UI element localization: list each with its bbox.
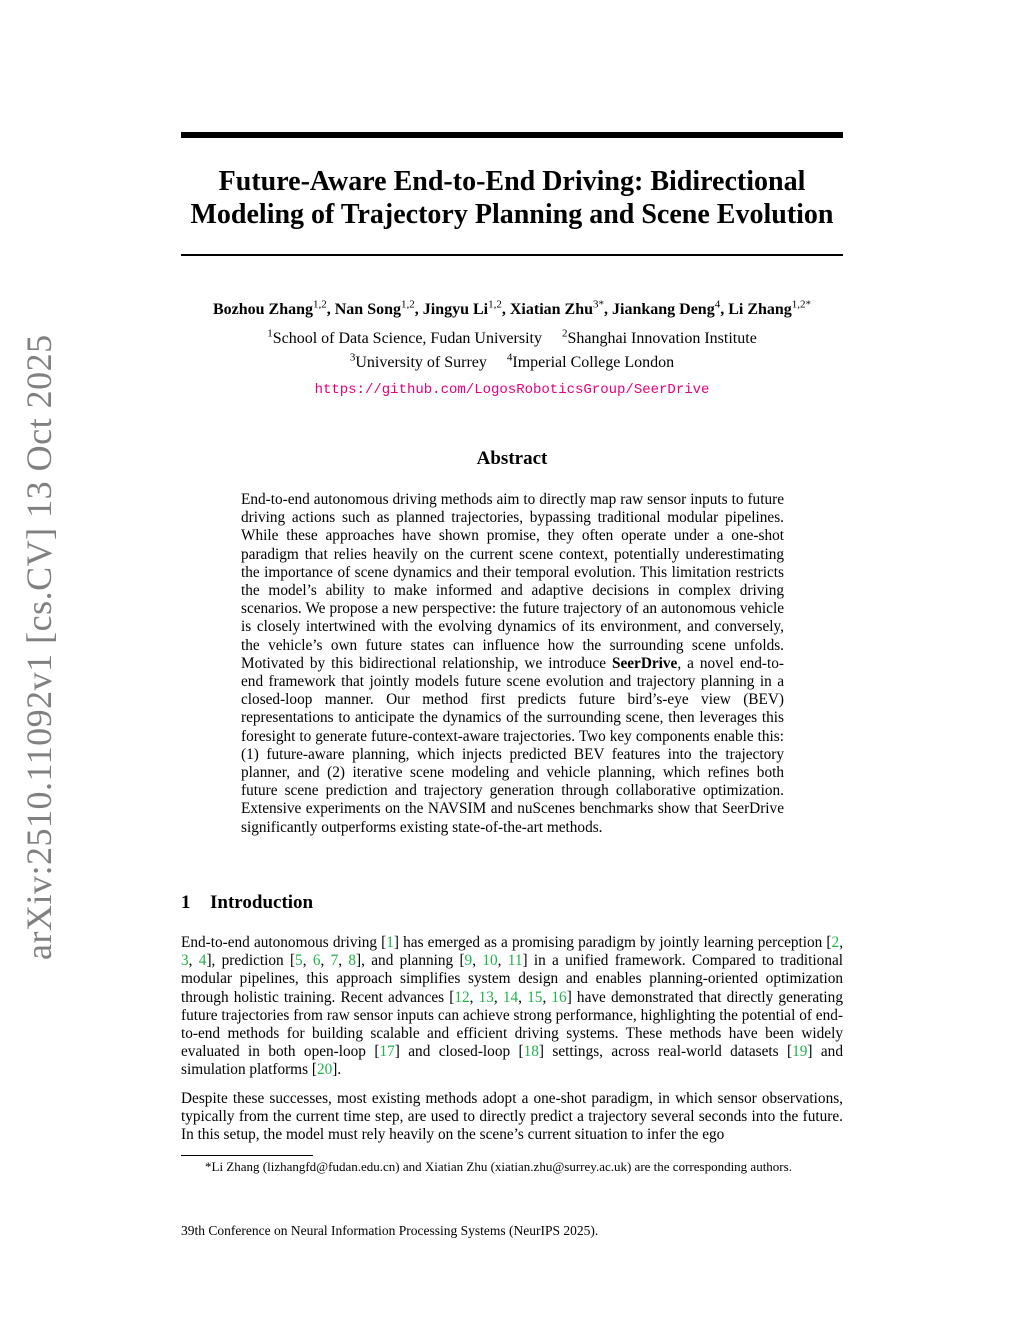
citation-link[interactable]: 6	[312, 952, 321, 970]
affiliation-4: Imperial College London	[512, 354, 675, 371]
author-name: Bozhou Zhang	[212, 301, 313, 318]
intro-text: ], prediction [	[206, 952, 296, 970]
affiliation-1: School of Data Science, Fudan University	[272, 330, 542, 347]
citation-link[interactable]: 11	[507, 952, 523, 970]
author-affiliation-marker: 1,2	[401, 298, 415, 311]
intro-text: ,	[497, 952, 508, 970]
intro-text: ] and closed-loop [	[394, 1043, 524, 1061]
author-affiliation-marker: 1,2*	[791, 298, 812, 311]
project-url-link[interactable]: https://github.com/LogosRoboticsGroup/SeerDrive	[314, 382, 710, 398]
affiliation-3: University of Surrey	[355, 354, 487, 371]
intro-text: ].	[332, 1061, 342, 1079]
abstract-text-2: , a novel end-to-end framework that jointly models future scene evolution and trajectory planning in a closed-loop manner. Our method first predicts future bird’s-eye view (BEV) representations to anticipate the dynamics of the surrounding scene, then leverages this foresight to generate future-context-aware trajectories. Two key components enable this: (1) future-aware planning, which injects predicted BEV features into the trajectory planner, and (2) iterative scene modeling and vehicle planning, which refines both future scene prediction and trajectory generation through collaborative optimization. Extensive experiments on the NAVSIM and nuScenes benchmarks show that SeerDrive significantly outperforms existing state-of-the-art methods.	[241, 654, 784, 836]
section-title: Introduction	[210, 892, 314, 913]
citation-link[interactable]: 20	[316, 1061, 333, 1079]
intro-text: ] and simulation platforms [	[181, 1043, 843, 1079]
citation-link[interactable]: 3	[181, 952, 189, 970]
citation-link[interactable]: 10	[482, 952, 498, 970]
author-affiliation-marker: 1,2	[313, 298, 327, 311]
affiliation-2: Shanghai Innovation Institute	[567, 330, 757, 347]
author-affiliation-marker: 4	[714, 298, 721, 311]
title-line-1: Future-Aware End-to-End Driving: Bidirectional	[218, 166, 806, 197]
intro-text: End-to-end autonomous driving [	[181, 934, 387, 951]
intro-text: ] has emerged as a promising paradigm by jointly learning perception [	[393, 934, 832, 951]
intro-text: ,	[320, 952, 331, 970]
intro-text: ,	[188, 952, 199, 970]
citation-link[interactable]: 14	[502, 988, 519, 1006]
arxiv-identifier: arXiv:2510.11092v1 [cs.CV] 13 Oct 2025	[19, 334, 59, 960]
footnote-text: *Li Zhang (lizhangfd@fudan.edu.cn) and Xiatian Zhu (xiatian.zhu@surrey.ac.uk) are the corresponding authors.	[205, 1159, 792, 1174]
intro-text: ] have demonstrated that directly generating future trajectories from raw sensor inputs can achieve strong performance, highlighting the potential of end-to-end methods for building scalable and efficient driving systems. These methods have been widely evaluated in both open-loop [	[181, 988, 843, 1061]
intro-paragraph-1	[181, 934, 843, 1080]
title-top-rule	[181, 132, 843, 138]
citation-link[interactable]: 2	[831, 934, 840, 951]
footnote-rule	[181, 1155, 313, 1156]
affiliation-line-1	[181, 328, 843, 350]
citation-link[interactable]: 1	[386, 934, 394, 951]
citation-link[interactable]: 12	[454, 988, 470, 1006]
abstract-heading: Abstract	[476, 448, 548, 469]
affiliation-1-marker: 1	[267, 327, 273, 340]
citation-link[interactable]: 15	[527, 988, 543, 1006]
citation-link[interactable]: 9	[464, 952, 473, 970]
affiliation-line-2	[181, 352, 843, 374]
intro-text: ,	[493, 988, 503, 1006]
intro-text: ,	[338, 952, 349, 970]
citation-link[interactable]: 13	[478, 988, 494, 1006]
author-list: Bozhou Zhang$^{1,2}$, Nan Song$^{1,2}$, Jingyu Li$^{1,2}$, Xiatian Zhu$^{3*}$, Jiankang Deng$^4$, Li Zhang$^{1,2*}$	[212, 298, 812, 318]
citation-link[interactable]: 4	[198, 952, 207, 970]
author-name: Nan Song	[334, 301, 401, 318]
footnote	[181, 1158, 843, 1175]
affiliation-4-marker: 4	[506, 351, 513, 364]
venue-note: 39th Conference on Neural Information Processing Systems (NeurIPS 2025).	[181, 1223, 599, 1238]
intro-text: ,	[472, 952, 483, 970]
section-heading	[181, 892, 313, 914]
author-affiliation-marker: 3*	[593, 298, 604, 311]
citation-link[interactable]: 8	[348, 952, 357, 970]
intro-text: ,	[542, 988, 552, 1006]
affiliation-3-marker: 3	[349, 351, 356, 364]
citation-link[interactable]: 19	[792, 1043, 808, 1061]
intro-text: ,	[469, 988, 479, 1006]
citation-link[interactable]: 17	[379, 1043, 395, 1061]
intro-text: ] settings, across real-world datasets [	[538, 1043, 793, 1061]
author-name: Xiatian Zhu	[509, 301, 593, 318]
intro-text: ], and planning [	[356, 952, 465, 970]
paper-title	[181, 165, 843, 231]
author-name: Li Zhang	[728, 301, 792, 318]
abstract-body	[241, 491, 784, 837]
abstract-text-1: End-to-end autonomous driving methods aim to directly map raw sensor inputs to future driving actions such as planned trajectories, bypassing traditional modular pipelines. While these approaches have shown promise, they often operate under a one-shot paradigm that relies heavily on the current scene context, potentially underestimating the importance of scene dynamics and their temporal evolution. This limitation restricts the model’s ability to make informed and adaptive decisions in complex driving scenarios. We propose a new perspective: the future trajectory of an autonomous vehicle is closely intertwined with the evolving dynamics of its environment, and conversely, the vehicle’s own future states can influence how the surrounding scene unfolds. Motivated by this bidirectional relationship, we introduce	[241, 491, 784, 672]
section-number: 1	[181, 892, 191, 913]
author-name: Jingyu Li	[422, 301, 489, 318]
intro-text: ] in a unified framework. Compared to traditional modular pipelines, this approach simplifies system design and enables planning-oriented optimization through holistic training. Recent advances [	[181, 952, 844, 1006]
intro-paragraph-2: Despite these successes, most existing methods adopt a one-shot paradigm, in which sensor observations, typically from the current time step, are used to directly predict a trajectory several seconds into the future. In this setup, the model must rely heavily on the scene’s current situation to infer the ego	[181, 1090, 843, 1144]
author-affiliation-marker: 1,2	[488, 298, 502, 311]
citation-link[interactable]: 5	[295, 952, 303, 970]
intro-text: ,	[518, 988, 528, 1006]
affiliation-2-marker: 2	[561, 327, 568, 340]
citation-link[interactable]: 7	[330, 952, 339, 970]
citation-link[interactable]: 16	[551, 988, 567, 1006]
author-name: Jiankang Deng	[612, 301, 715, 318]
intro-text: ,	[839, 934, 844, 951]
method-name: SeerDrive	[611, 654, 678, 672]
intro-text: ,	[302, 952, 313, 970]
title-bottom-rule	[181, 254, 843, 256]
title-line-2: Modeling of Trajectory Planning and Scene Evolution	[190, 199, 834, 230]
citation-link[interactable]: 18	[523, 1043, 539, 1061]
